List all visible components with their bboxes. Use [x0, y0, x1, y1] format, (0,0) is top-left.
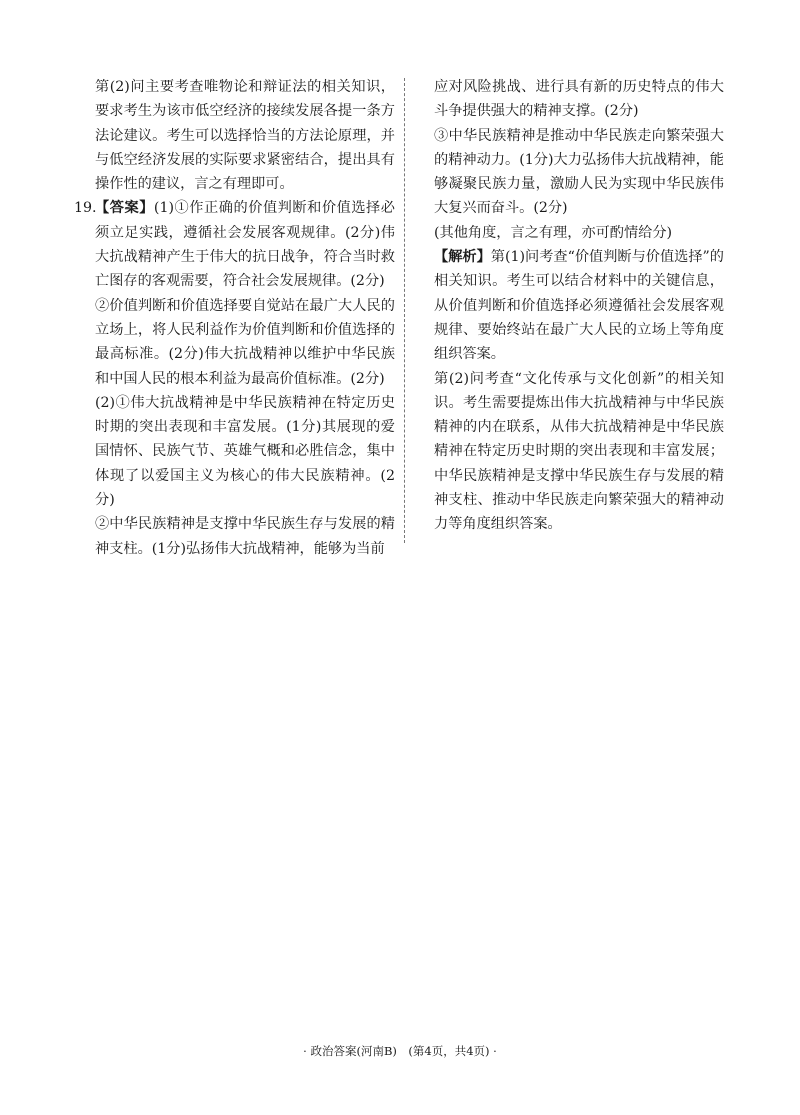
q19-analysis-part2: 第(2)问考查“文化传承与文化创新”的相关知识。考生需要提炼出伟大抗战精神与中华民族精神的内在联系，从伟大抗战精神是中华民族精神在特定历史时期的突出表现和丰富发展；中华民族精神是支撑中华民族生存与发展的精神支柱、推动中华民族走向繁荣强大的精神动力等角度组织答案。 — [434, 370, 724, 533]
q19-answer-part2-point2-continued: 应对风险挑战、进行具有新的历史特点的伟大斗争提供强大的精神支撑。(2分) — [434, 79, 724, 120]
page-footer: · 政治答案(河南B) (第4页，共4页) · — [303, 1044, 497, 1058]
scoring-note: (其他角度，言之有理，亦可酌情给分) — [434, 224, 673, 241]
q19-analysis-text-1: 第(1)问考查“价值判断与价值选择”的相关知识。考生可以结合材料中的关键信息，从价值判断和价值选择必须遵循社会发展客观规律、要始终站在最广大人民的立场上等角度组织答案。 — [434, 249, 724, 363]
q19-answer-text-1: (1)①作正确的价值判断和价值选择必须立足实践，遵循社会发展客观规律。(2分)伟大抗战精神产生于伟大的抗日战争，符合当时救亡图存的客观需要，符合社会发展规律。(2分) — [95, 200, 395, 290]
q19-answer-part1-point1 — [95, 196, 395, 293]
q19-answer-part2-point3: ③中华民族精神是推动中华民族走向繁荣强大的精神动力。(1分)大力弘扬伟大抗战精神，能够凝聚民族力量，激励人民为实现中华民族伟大复兴而奋斗。(2分) — [434, 127, 724, 217]
answer-tag: 【答案】 — [95, 200, 154, 217]
column-divider — [404, 78, 405, 543]
analysis-tag: 【解析】 — [434, 249, 491, 266]
question-number: 19. — [74, 200, 97, 217]
q18-analysis-continued: 第(2)问主要考查唯物论和辩证法的相关知识，要求考生为该市低空经济的接续发展各提一条方法论建议。考生可以选择恰当的方法论原理，并与低空经济发展的实际要求紧密结合，提出具有操作性的建议，言之有理即可。 — [95, 79, 395, 193]
question-19 — [74, 196, 395, 560]
q19-analysis-part1 — [434, 245, 724, 366]
right-column — [434, 75, 724, 537]
q19-answer-part2-point2: ②中华民族精神是支撑中华民族生存与发展的精神支柱。(1分)弘扬伟大抗战精神，能够为当前 — [95, 516, 395, 557]
q19-answer-part2-point1: (2)①伟大抗战精神是中华民族精神在特定历史时期的突出表现和丰富发展。(1分)其展现的爱国情怀、民族气节、英雄气概和必胜信念，集中体现了以爱国主义为核心的伟大民族精神。(2分) — [95, 394, 395, 509]
q19-answer-part1-point2: ②价值判断和价值选择要自觉站在最广大人民的立场上，将人民利益作为价值判断和价值选择的最高标准。(2分)伟大抗战精神以维护中华民族和中国人民的根本利益为最高价值标准。(2分) — [95, 297, 395, 387]
left-column — [74, 75, 395, 561]
